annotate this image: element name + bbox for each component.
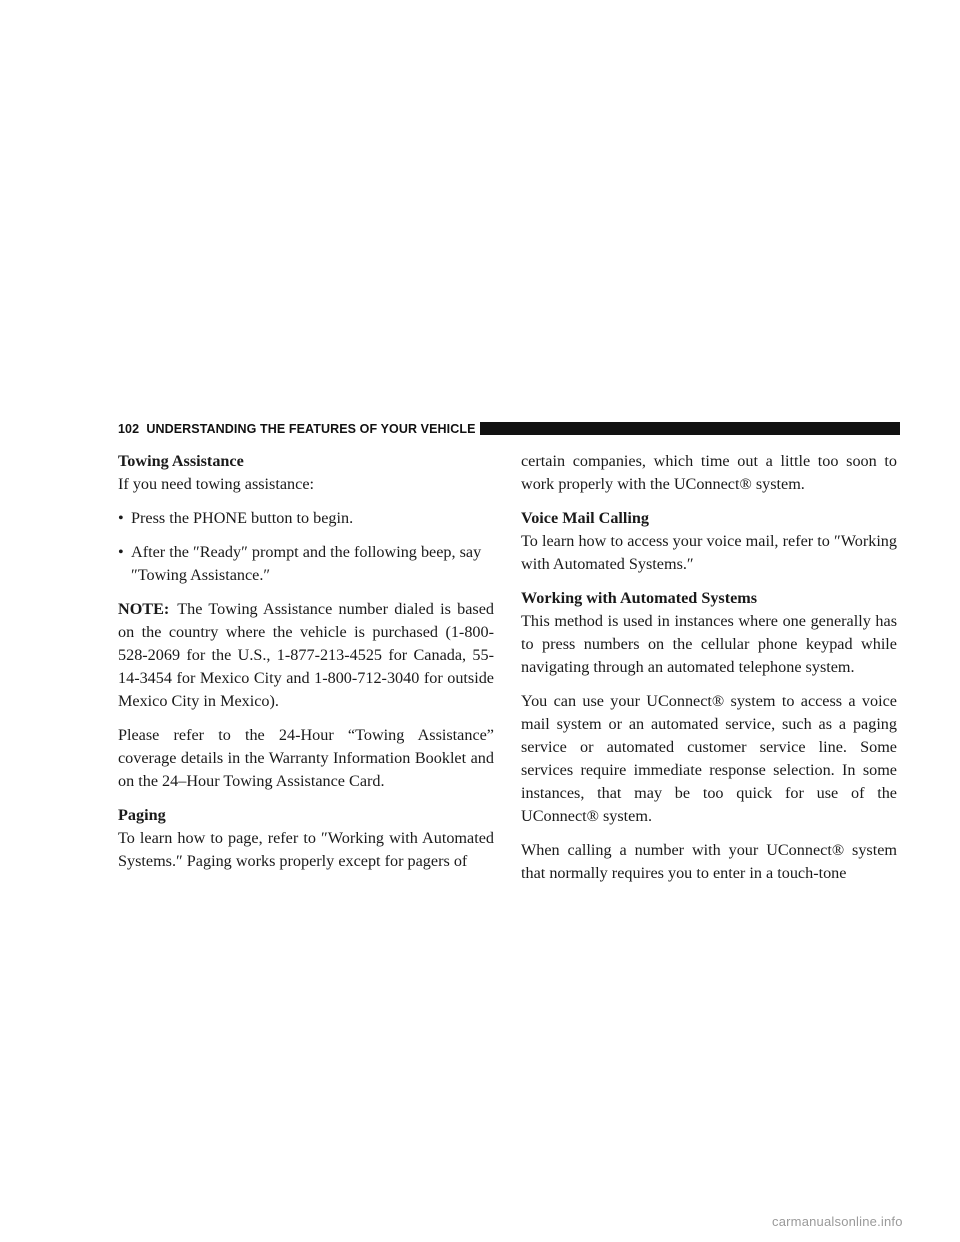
- automated-systems-heading: Working with Automated Systems: [521, 589, 758, 607]
- automated-paragraph-2: You can use your UConnect® system to access a voice mail system or an automated service, such as a paging service or automated customer service line. Some services require immediate response selection. In some instances, that may be too quick for use of the UConnect® system.: [521, 692, 897, 825]
- bullet-item: [118, 507, 494, 530]
- automated-paragraph-1: This method is used in instances where one generally has to press numbers on the cellular phone keypad while navigating through an automated telephone system.: [521, 612, 897, 676]
- towing-intro: If you need towing assistance:: [118, 475, 314, 493]
- page-header: [118, 419, 900, 439]
- header-rule-bar: [480, 422, 900, 435]
- section-title: UNDERSTANDING THE FEATURES OF YOUR VEHICLE: [146, 422, 476, 436]
- bullet-dot: •: [118, 509, 124, 527]
- note-paragraph: [118, 598, 494, 713]
- voice-mail-heading: Voice Mail Calling: [521, 509, 649, 527]
- watermark-logo: carmanualsonline.info: [772, 1214, 903, 1229]
- bullet-item: [118, 541, 494, 587]
- paging-heading: Paging: [118, 806, 166, 824]
- paging-paragraph: To learn how to page, refer to ″Working with Automated Systems.″ Paging works properly except for pagers of: [118, 829, 494, 870]
- page-number: 102: [118, 422, 140, 436]
- left-column: [118, 450, 494, 873]
- note-label: NOTE:: [118, 600, 170, 618]
- page-header-text: [118, 419, 476, 439]
- refer-paragraph: Please refer to the 24-Hour “Towing Assistance” coverage details in the Warranty Information Booklet and on the 24–Hour Towing Assistance Card.: [118, 726, 494, 790]
- automated-paragraph-3: When calling a number with your UConnect® system that normally requires you to enter in a touch-tone: [521, 841, 897, 882]
- bullet-text: Press the PHONE button to begin.: [131, 509, 354, 527]
- bullet-text: After the ″Ready″ prompt and the following beep, say ″Towing Assistance.″: [131, 543, 482, 584]
- bullet-dot: •: [118, 543, 124, 561]
- towing-assistance-heading: Towing Assistance: [118, 452, 244, 470]
- note-text: The Towing Assistance number dialed is based on the country where the vehicle is purchased (1-800-528-2069 for the U.S., 1-877-213-4525 for Canada, 55-14-3454 for Mexico City and 1-800-712-3040 for outside Mexico City in Mexico).: [118, 600, 494, 710]
- right-column: [521, 450, 897, 885]
- paging-continued-paragraph: certain companies, which time out a little too soon to work properly with the UConnect® system.: [521, 452, 897, 493]
- voice-mail-paragraph: To learn how to access your voice mail, refer to ″Working with Automated Systems.″: [521, 532, 897, 573]
